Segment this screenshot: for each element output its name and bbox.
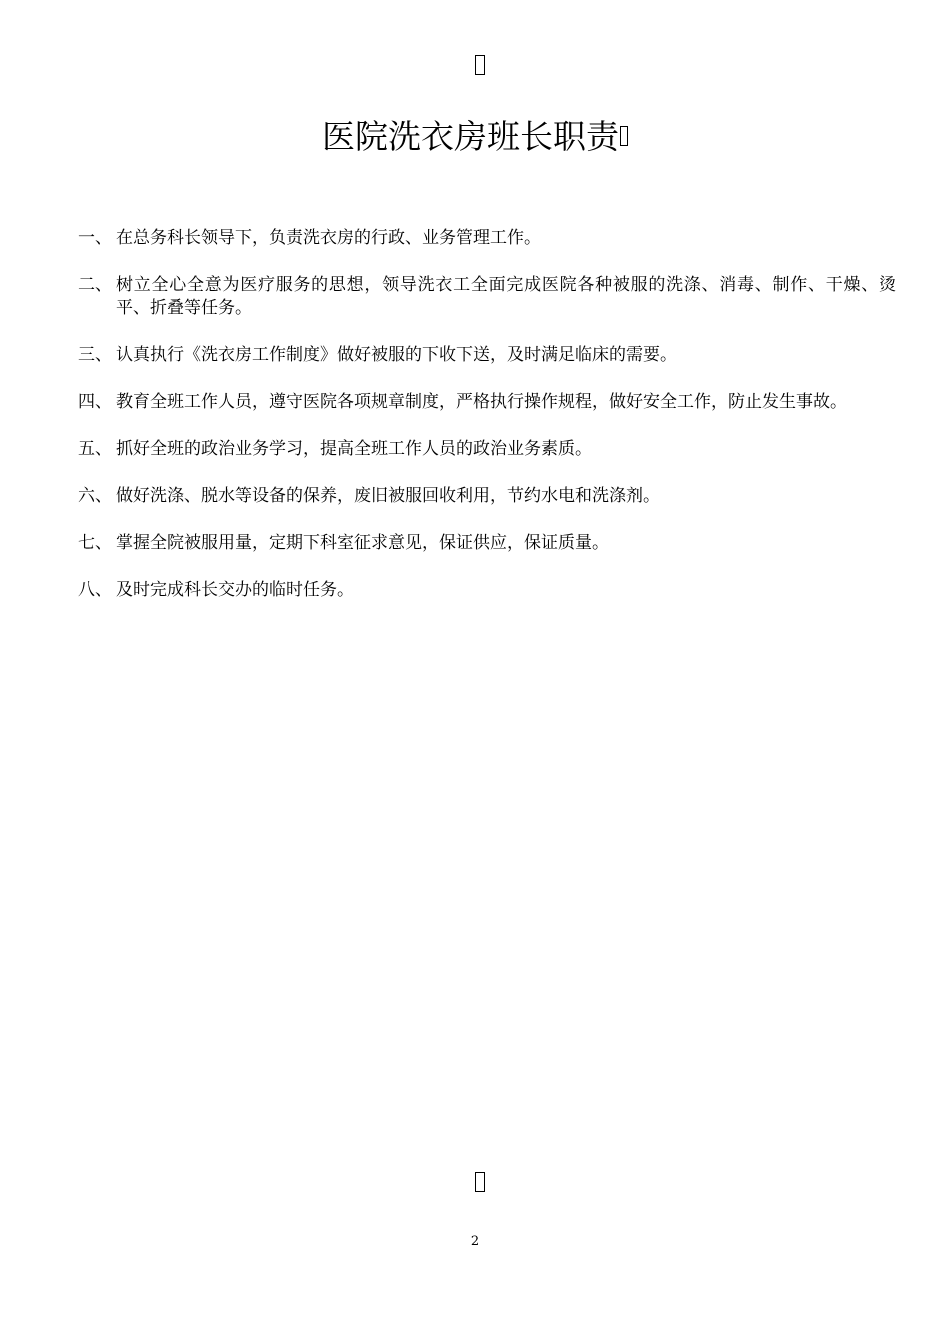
item-text: 抓好全班的政治业务学习，提高全班工作人员的政治业务素质。 (116, 439, 592, 459)
item-text: 教育全班工作人员，遵守医院各项规章制度，严格执行操作规程，做好安全工作，防止发生事故。 (116, 392, 847, 412)
missing-glyph-icon (475, 55, 485, 75)
item-text: 认真执行《洗衣房工作制度》做好被服的下收下送，及时满足临床的需要。 (116, 345, 677, 365)
list-item (78, 485, 896, 508)
list-item (78, 532, 896, 555)
list-item (78, 344, 896, 367)
item-text: 做好洗涤、脱水等设备的保养，废旧被服回收利用，节约水电和洗涤剂。 (116, 486, 660, 506)
item-text: 树立全心全意为医疗服务的思想，领导洗衣工全面完成医院各种被服的洗涤、消毒、制作、干燥、烫平、折叠等任务。 (116, 275, 896, 318)
item-text: 在总务科长领导下，负责洗衣房的行政、业务管理工作。 (116, 228, 541, 248)
list-item (78, 391, 896, 414)
list-item (78, 438, 896, 461)
item-number: 三、 (78, 345, 112, 365)
duty-list (78, 227, 896, 626)
item-number: 六、 (78, 486, 112, 506)
title-text: 医院洗衣房班长职责 (322, 117, 619, 156)
list-item (78, 579, 896, 602)
item-number: 五、 (78, 439, 112, 459)
item-number: 八、 (78, 580, 112, 600)
item-number: 七、 (78, 533, 112, 553)
page-number: 2 (470, 1234, 480, 1249)
missing-glyph-icon (620, 126, 628, 146)
item-number: 二、 (78, 275, 112, 295)
item-number: 四、 (78, 392, 112, 412)
item-text: 掌握全院被服用量，定期下科室征求意见，保证供应，保证质量。 (116, 533, 609, 553)
document-title (0, 116, 950, 158)
item-text: 及时完成科长交办的临时任务。 (116, 580, 354, 600)
list-item (78, 274, 896, 320)
missing-glyph-icon (475, 1172, 485, 1192)
list-item (78, 227, 896, 250)
item-number: 一、 (78, 228, 112, 248)
